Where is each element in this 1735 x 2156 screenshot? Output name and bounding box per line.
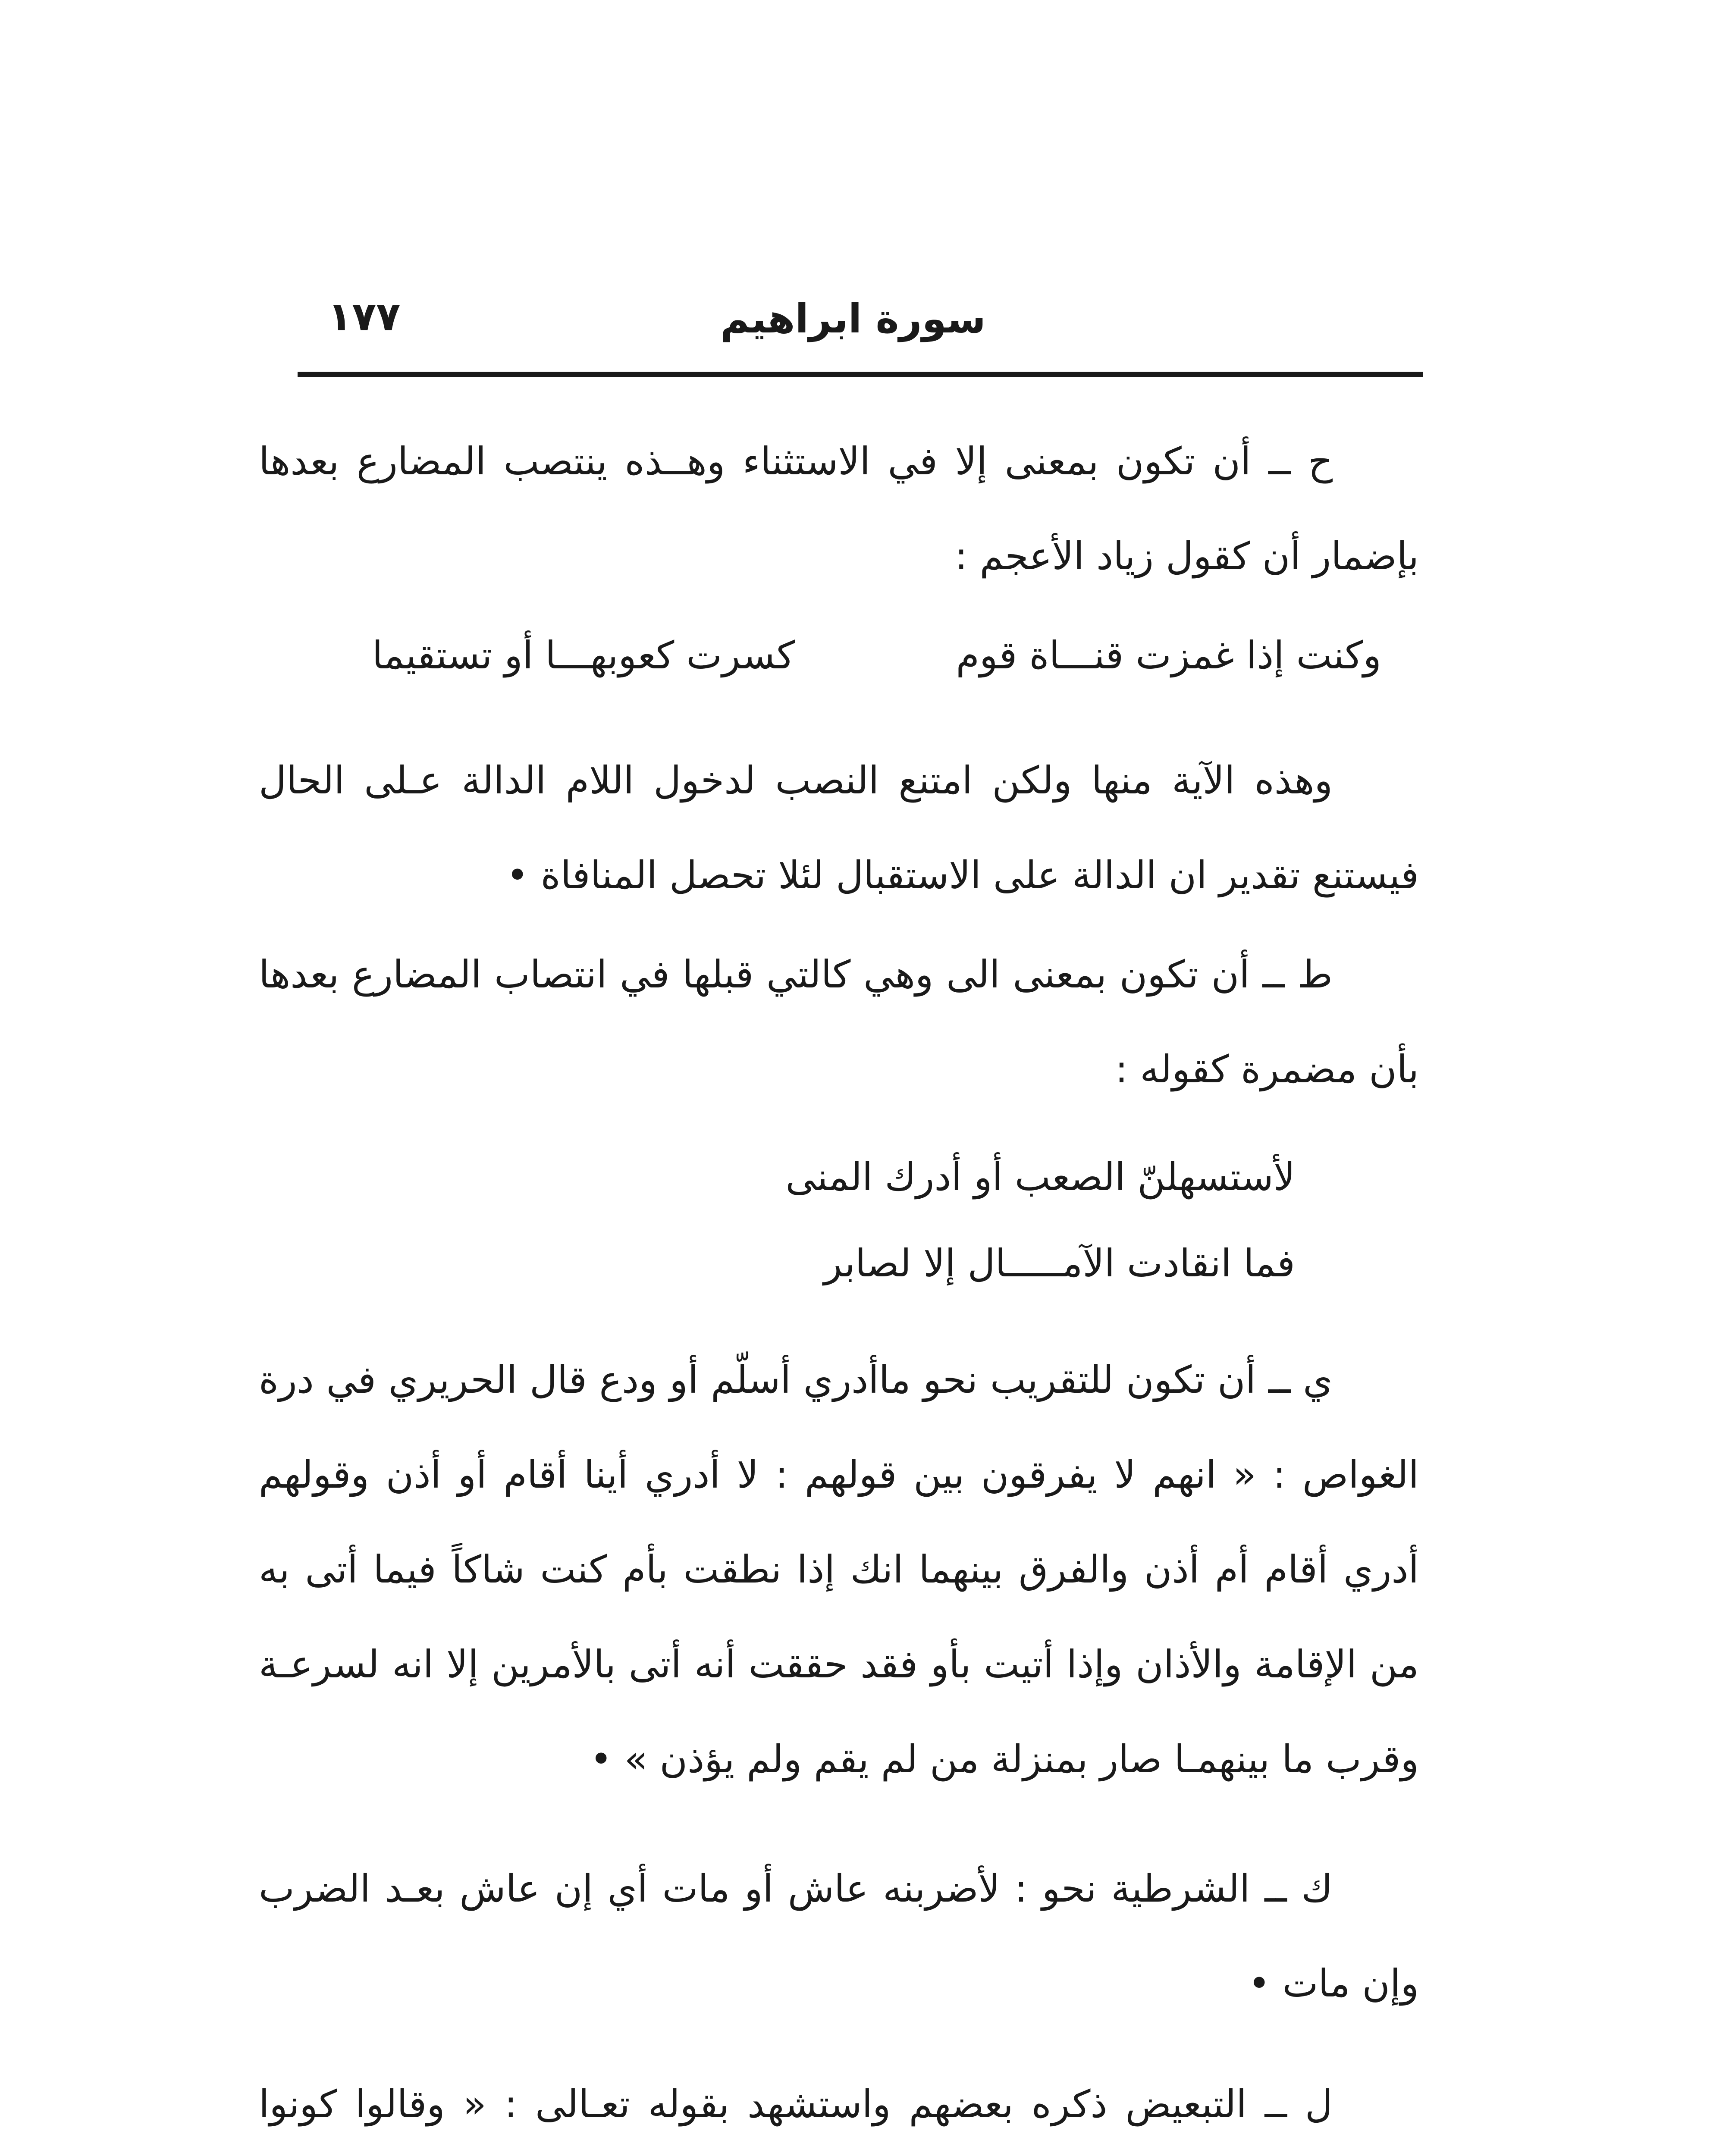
paragraph-lam (259, 2057, 1419, 2156)
chapter-title: سورة ابراهيم (720, 296, 986, 342)
paragraph-ta (259, 927, 1419, 1117)
paragraph-lam-text: ل ــ التبعيض ذكره بعضهم واستشهد بقوله تعـالى : « وقالوا كونوا (259, 2082, 1333, 2126)
paragraph-kaf (259, 1841, 1419, 2031)
verse-ha-first-hemistich: وكنت إذا غمزت قنـــاة قوم (956, 633, 1381, 677)
paragraph-ha-comment (259, 733, 1419, 923)
paragraph-ya-text: ي ــ أن تكون للتقريب نحو ماأدري أسلّم أو ودع قال الحريري في درة الغواص : « انهم لا يفرقون بين قولهم : لا أدري أينا أقام أو أذن وقولهم أدري أقام أم أذن والفرق بينهما انك إذا نطقت بأم كنت شاكاً فيما أتى به من الإقامة والأذان وإذا أتيت بأو فقد حققت أنه أتى بالأمرين إلا انه لسرعـة وقرب ما بينهمـا صار بمنزلة من لم يقم ولم يؤذن » • (259, 1357, 1419, 1781)
paragraph-ha (259, 414, 1419, 604)
verse-ha-second-hemistich: كسرت كعوبهـــا أو تستقيما (372, 633, 795, 677)
verse-ta-first-line: لأستسهلنّ الصعب أو أدرك المنى (785, 1155, 1295, 1199)
paragraph-ya (259, 1332, 1419, 1807)
paragraph-ha-text: ح ــ أن تكون بمعنى إلا في الاستثناء وهــذه ينتصب المضارع بعدها بإضمار أن كقول زياد الأعجم : (259, 439, 1419, 578)
header-divider (298, 372, 1423, 377)
page-header (298, 276, 1423, 362)
page-number: ١٧٧ (328, 294, 401, 340)
paragraph-ta-text: ط ــ أن تكون بمعنى الى وهي كالتي قبلها في انتصاب المضارع بعدها بأن مضمرة كقوله : (259, 952, 1419, 1091)
paragraph-kaf-text: ك ــ الشرطية نحو : لأضربنه عاش أو مات أي إن عاش بعـد الضرب وإن مات • (259, 1866, 1419, 2006)
paragraph-ha-comment-text: وهذه الآية منها ولكن امتنع النصب لدخول اللام الدالة عـلى الحال فيستنع تقدير ان الدالة على الاستقبال لئلا تحصل المنافاة • (259, 758, 1419, 897)
verse-ta-second-line: فما انقادت الآمـــــال إلا لصابر (824, 1241, 1295, 1285)
